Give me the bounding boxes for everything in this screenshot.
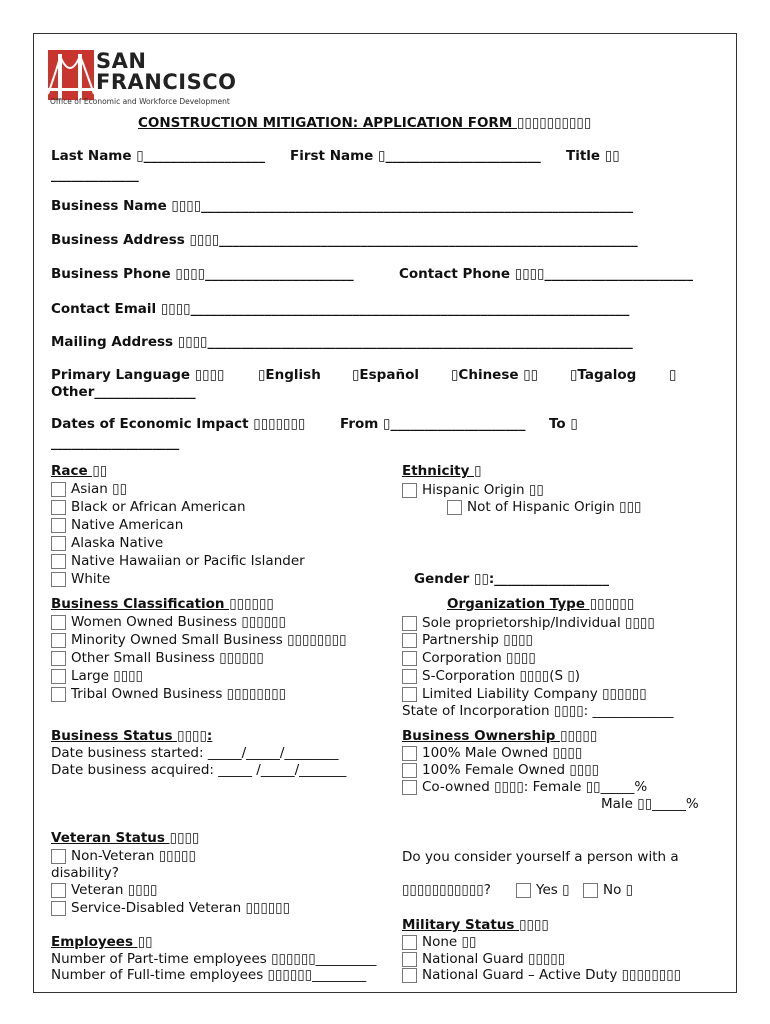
military-option-label: None ▯▯ (422, 934, 477, 950)
ownership-heading: Business Ownership ▯▯▯▯▯ (402, 728, 598, 744)
language-espanol-option[interactable]: ▯Español (352, 367, 419, 383)
checkbox[interactable] (402, 780, 417, 795)
bridge-logo-icon (48, 50, 94, 100)
classification-option[interactable] (51, 650, 264, 667)
checkbox[interactable] (51, 883, 66, 898)
date-to-label: To ▯ (549, 416, 578, 432)
logo-line1: SAN (96, 49, 147, 73)
disability-no-option[interactable] (583, 882, 633, 899)
language-other-field[interactable]: Other_______________ (51, 384, 196, 400)
race-option[interactable] (51, 571, 110, 588)
contact-email-field[interactable]: Contact Email ▯▯▯▯_________________________________________________________________ (51, 301, 630, 317)
checkbox[interactable] (51, 633, 66, 648)
business-status-heading: Business Status ▯▯▯▯: (51, 728, 213, 744)
org-type-option-label: Limited Liability Company ▯▯▯▯▯▯ (422, 686, 647, 702)
checkbox[interactable] (583, 883, 598, 898)
disability-question: Do you consider yourself a person with a (402, 849, 679, 865)
business-phone-field[interactable]: Business Phone ▯▯▯▯______________________ (51, 266, 354, 282)
checkbox[interactable] (51, 500, 66, 515)
race-heading: Race ▯▯ (51, 463, 108, 479)
checkbox[interactable] (447, 500, 462, 515)
checkbox[interactable] (402, 746, 417, 761)
checkbox[interactable] (516, 883, 531, 898)
date-from-field[interactable]: From ▯____________________ (340, 416, 526, 432)
full-time-employees-field[interactable]: Number of Full-time employees ▯▯▯▯▯▯________ (51, 967, 367, 983)
org-type-option[interactable] (402, 668, 580, 685)
checkbox[interactable] (402, 968, 417, 983)
veteran-heading: Veteran Status ▯▯▯▯ (51, 830, 200, 846)
primary-language-label: Primary Language ▯▯▯▯ (51, 367, 225, 383)
last-name-field[interactable]: Last Name ▯__________________ (51, 148, 266, 164)
race-option[interactable] (51, 499, 246, 516)
employees-heading: Employees ▯▯ (51, 934, 153, 950)
checkbox[interactable] (51, 651, 66, 666)
ownership-coowned-option[interactable] (402, 779, 647, 796)
language-other-checkbox[interactable]: ▯ (669, 367, 677, 383)
disability-yes-label: Yes ▯ (536, 882, 570, 898)
gender-field[interactable]: Gender ▯▯:_________________ (414, 571, 610, 587)
language-english-option[interactable]: ▯English (258, 367, 321, 383)
classification-heading: Business Classification ▯▯▯▯▯▯ (51, 596, 274, 612)
language-tagalog-option[interactable]: ▯Tagalog (570, 367, 637, 383)
race-option[interactable] (51, 481, 127, 498)
checkbox[interactable] (51, 901, 66, 916)
ethnicity-not-hispanic-option[interactable] (447, 499, 641, 516)
logo-subtitle: Office of Economic and Workforce Development (50, 97, 230, 106)
form-title: CONSTRUCTION MITIGATION: APPLICATION FORM ▯▯▯▯▯▯▯▯▯▯ (138, 115, 592, 131)
date-started-field[interactable]: Date business started: _____/_____/________ (51, 745, 339, 761)
veteran-service-disabled-option[interactable] (51, 900, 290, 917)
race-option[interactable] (51, 517, 183, 534)
veteran-non-label: Non-Veteran ▯▯▯▯▯ (71, 848, 196, 864)
disability-continuation: disability? (51, 865, 119, 881)
org-type-option-label: Partnership ▯▯▯▯ (422, 632, 533, 648)
race-option[interactable] (51, 553, 305, 570)
first-name-field[interactable]: First Name ▯_______________________ (290, 148, 541, 164)
race-option-label: Native Hawaiian or Pacific Islander (71, 553, 305, 569)
ethnicity-not-hispanic-label: Not of Hispanic Origin ▯▯▯ (467, 499, 642, 515)
ownership-male-option[interactable] (402, 745, 582, 762)
veteran-label: Veteran ▯▯▯▯ (71, 882, 158, 898)
military-option-label: National Guard – Active Duty ▯▯▯▯▯▯▯▯ (422, 967, 682, 983)
checkbox[interactable] (402, 616, 417, 631)
state-incorporation-field[interactable]: State of Incorporation ▯▯▯▯: ____________ (402, 703, 674, 719)
checkbox[interactable] (51, 687, 66, 702)
veteran-non-option[interactable] (51, 848, 196, 865)
logo-line2: FRANCISCO (96, 70, 237, 94)
veteran-option[interactable] (51, 882, 157, 899)
checkbox[interactable] (51, 554, 66, 569)
ownership-male-label: 100% Male Owned ▯▯▯▯ (422, 745, 583, 761)
org-type-option-label: Sole proprietorship/Individual ▯▯▯▯ (422, 615, 655, 631)
title-field[interactable]: _____________ (51, 167, 139, 183)
checkbox[interactable] (402, 935, 417, 950)
checkbox[interactable] (51, 482, 66, 497)
checkbox[interactable] (51, 572, 66, 587)
military-option-label: National Guard ▯▯▯▯▯ (422, 951, 566, 967)
language-chinese-option[interactable]: ▯Chinese ▯▯ (451, 367, 539, 383)
military-option[interactable] (402, 967, 681, 984)
org-type-option-label: S-Corporation ▯▯▯▯(S ▯) (422, 668, 581, 684)
org-type-option[interactable] (402, 632, 533, 649)
ethnicity-heading: Ethnicity ▯ (402, 463, 482, 479)
org-type-option[interactable] (402, 650, 536, 667)
disability-question-cont: ▯▯▯▯▯▯▯▯▯▯▯? (402, 882, 491, 898)
mailing-address-field[interactable]: Mailing Address ▯▯▯▯_______________________________________________________________ (51, 334, 633, 350)
checkbox[interactable] (402, 651, 417, 666)
classification-option[interactable] (51, 686, 286, 703)
checkbox[interactable] (402, 483, 417, 498)
race-option-label: White (71, 571, 111, 587)
classification-option-label: Women Owned Business ▯▯▯▯▯▯ (71, 614, 286, 630)
org-type-option[interactable] (402, 686, 647, 703)
checkbox[interactable] (51, 849, 66, 864)
military-option[interactable] (402, 934, 476, 951)
ownership-female-label: 100% Female Owned ▯▯▯▯ (422, 762, 600, 778)
checkbox[interactable] (402, 687, 417, 702)
ownership-coowned-label: Co-owned ▯▯▯▯: Female ▯▯_____% (422, 779, 648, 795)
checkbox[interactable] (402, 763, 417, 778)
disability-no-label: No ▯ (603, 882, 634, 898)
ethnicity-hispanic-label: Hispanic Origin ▯▯ (422, 482, 544, 498)
military-option[interactable] (402, 951, 565, 968)
checkbox[interactable] (402, 952, 417, 967)
date-acquired-field[interactable]: Date business acquired: _____ /_____/_______ (51, 762, 347, 778)
checkbox[interactable] (51, 669, 66, 684)
date-to-field[interactable]: ___________________ (51, 435, 180, 451)
classification-option[interactable] (51, 614, 286, 631)
ownership-female-option[interactable] (402, 762, 599, 779)
classification-option[interactable] (51, 668, 143, 685)
checkbox[interactable] (402, 669, 417, 684)
classification-option-label: Tribal Owned Business ▯▯▯▯▯▯▯▯ (71, 686, 287, 702)
race-option-label: Black or African American (71, 499, 246, 515)
classification-option-label: Other Small Business ▯▯▯▯▯▯ (71, 650, 264, 666)
contact-phone-field[interactable]: Contact Phone ▯▯▯▯______________________ (399, 266, 693, 282)
checkbox[interactable] (51, 518, 66, 533)
title-label: Title ▯▯ (566, 148, 620, 164)
ethnicity-hispanic-option[interactable] (402, 482, 544, 499)
checkbox[interactable] (51, 615, 66, 630)
race-option-label: Alaska Native (71, 535, 164, 551)
veteran-service-disabled-label: Service-Disabled Veteran ▯▯▯▯▯▯ (71, 900, 291, 916)
race-option-label: Asian ▯▯ (71, 481, 127, 497)
military-heading: Military Status ▯▯▯▯ (402, 917, 549, 933)
org-type-heading: Organization Type ▯▯▯▯▯▯ (447, 596, 635, 612)
org-type-option[interactable] (402, 615, 655, 632)
logo (48, 50, 248, 108)
checkbox[interactable] (402, 633, 417, 648)
race-option-label: Native American (71, 517, 184, 533)
business-address-field[interactable]: Business Address ▯▯▯▯______________________________________________________________ (51, 232, 638, 248)
part-time-employees-field[interactable]: Number of Part-time employees ▯▯▯▯▯▯_________ (51, 951, 377, 967)
disability-yes-option[interactable] (516, 882, 570, 899)
classification-option-label: Large ▯▯▯▯ (71, 668, 143, 684)
classification-option[interactable] (51, 632, 347, 649)
classification-option-label: Minority Owned Small Business ▯▯▯▯▯▯▯▯ (71, 632, 347, 648)
business-name-field[interactable]: Business Name ▯▯▯▯________________________________________________________________ (51, 198, 634, 214)
checkbox[interactable] (51, 536, 66, 551)
dates-impact-label: Dates of Economic Impact ▯▯▯▯▯▯▯ (51, 416, 306, 432)
org-type-option-label: Corporation ▯▯▯▯ (422, 650, 536, 666)
ownership-male-pct-field[interactable]: Male ▯▯_____% (601, 796, 699, 812)
race-option[interactable] (51, 535, 163, 552)
